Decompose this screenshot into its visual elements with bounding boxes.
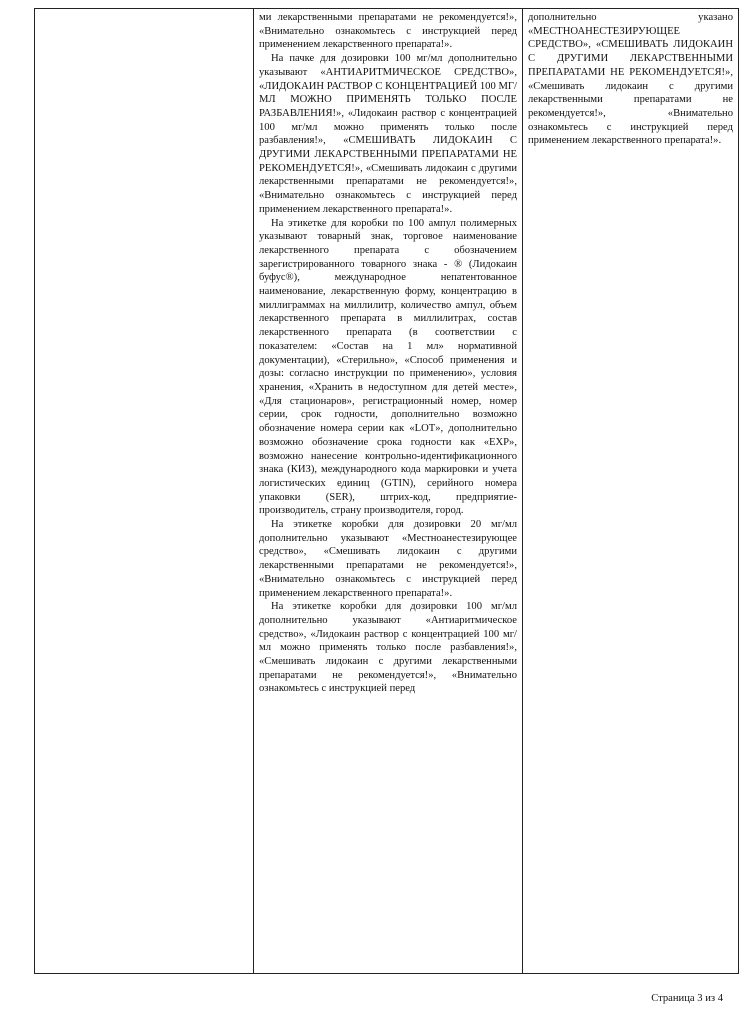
paragraph: На этикетке коробки для дозировки 100 мг/мл дополнительно указывают «Антиаритмическое средство», «Лидокаин раствор с концентрацией 100 мг/мл можно применять только после разбавления!», «Смешивать лидокаин с другими лекарственными препаратами не рекомендуется!», «Внимательно ознакомьтесь с инструкцией перед [259, 601, 517, 695]
document-table [34, 8, 739, 974]
paragraph: На пачке для дозировки 100 мг/мл дополнительно указывают «АНТИАРИТМИЧЕСКОЕ СРЕДСТВО», «ЛИДОКАИН РАСТВОР С КОНЦЕНТРАЦИЕЙ 100 МГ/МЛ МОЖНО ПРИМЕНЯТЬ ТОЛЬКО ПОСЛЕ РАЗБАВЛЕНИЯ!», «Лидокаин раствор с концентрацией 100 мг/мл можно применять только после разбавления!», «СМЕШИВАТЬ ЛИДОКАИН С ДРУГИМИ ЛЕКАРСТВЕННЫМИ ПРЕПАРАТАМИ НЕ РЕКОМЕНДУЕТСЯ!», «Смешивать лидокаин с другими лекарственными препаратами не рекомендуется!», «Внимательно ознакомьтесь с инструкцией перед применением лекарственного препарата!». [259, 53, 517, 215]
paragraph: дополнительно указано «МЕСТНОАНЕСТЕЗИРУЮЩЕЕ СРЕДСТВО», «СМЕШИВАТЬ ЛИДОКАИН С ДРУГИМИ ЛЕКАРСТВЕННЫМИ ПРЕПАРАТАМИ НЕ РЕКОМЕНДУЕТСЯ!», «Смешивать лидокаин с другими лекарственными препаратами не рекомендуется!», «Внимательно ознакомьтесь с инструкцией перед применением лекарственного препарата!». [528, 12, 733, 147]
right-column-text [523, 9, 738, 148]
table-row [35, 9, 739, 974]
paragraph: На этикетке коробки для дозировки 20 мг/мл дополнительно указывают «Местноанестезирующее средство», «Смешивать лидокаин с другими лекарственными препаратами не рекомендуется!», «Внимательно ознакомьтесь с инструкцией перед применением лекарственного препарата!». [259, 519, 517, 599]
right-column-cell [523, 9, 739, 974]
middle-column-cell [254, 9, 523, 974]
left-column-cell [35, 9, 254, 974]
paragraph: На этикетке для коробки по 100 ампул полимерных указывают товарный знак, торговое наименование лекарственного препарата с обозначением зарегистрированного товарного знака - ® (Лидокаин буфус®), международное непатентованное наименование, лекарственную форму, концентрацию в миллиграммах на миллилитр, количество ампул, объем лекарственного препарата в миллилитрах, состав лекарственного препарата (в соответствии с показателем: «Состав на 1 мл» нормативной документации), «Стерильно», «Способ применения и дозы: согласно инструкции по применению», условия хранения, «Хранить в недоступном для детей месте», «Для стационаров», регистрационный номер, номер серии, срок годности, дополнительно возможно обозначение номера серии как «LOT», дополнительно возможно обозначение срока годности как «EXP», возможно нанесение контрольно-идентификационного знака (КИЗ), международного кода маркировки и учета логистических единиц (GTIN), серийного номера упаковки (SER), штрих-код, предприятие-производитель, страну производителя, город. [259, 217, 517, 517]
page-number: Страница 3 из 4 [651, 993, 723, 1004]
middle-column-text [254, 9, 522, 973]
paragraph: ми лекарственными препаратами не рекомендуется!», «Внимательно ознакомьтесь с инструкцией перед применением лекарственного препарата!». [259, 12, 517, 51]
